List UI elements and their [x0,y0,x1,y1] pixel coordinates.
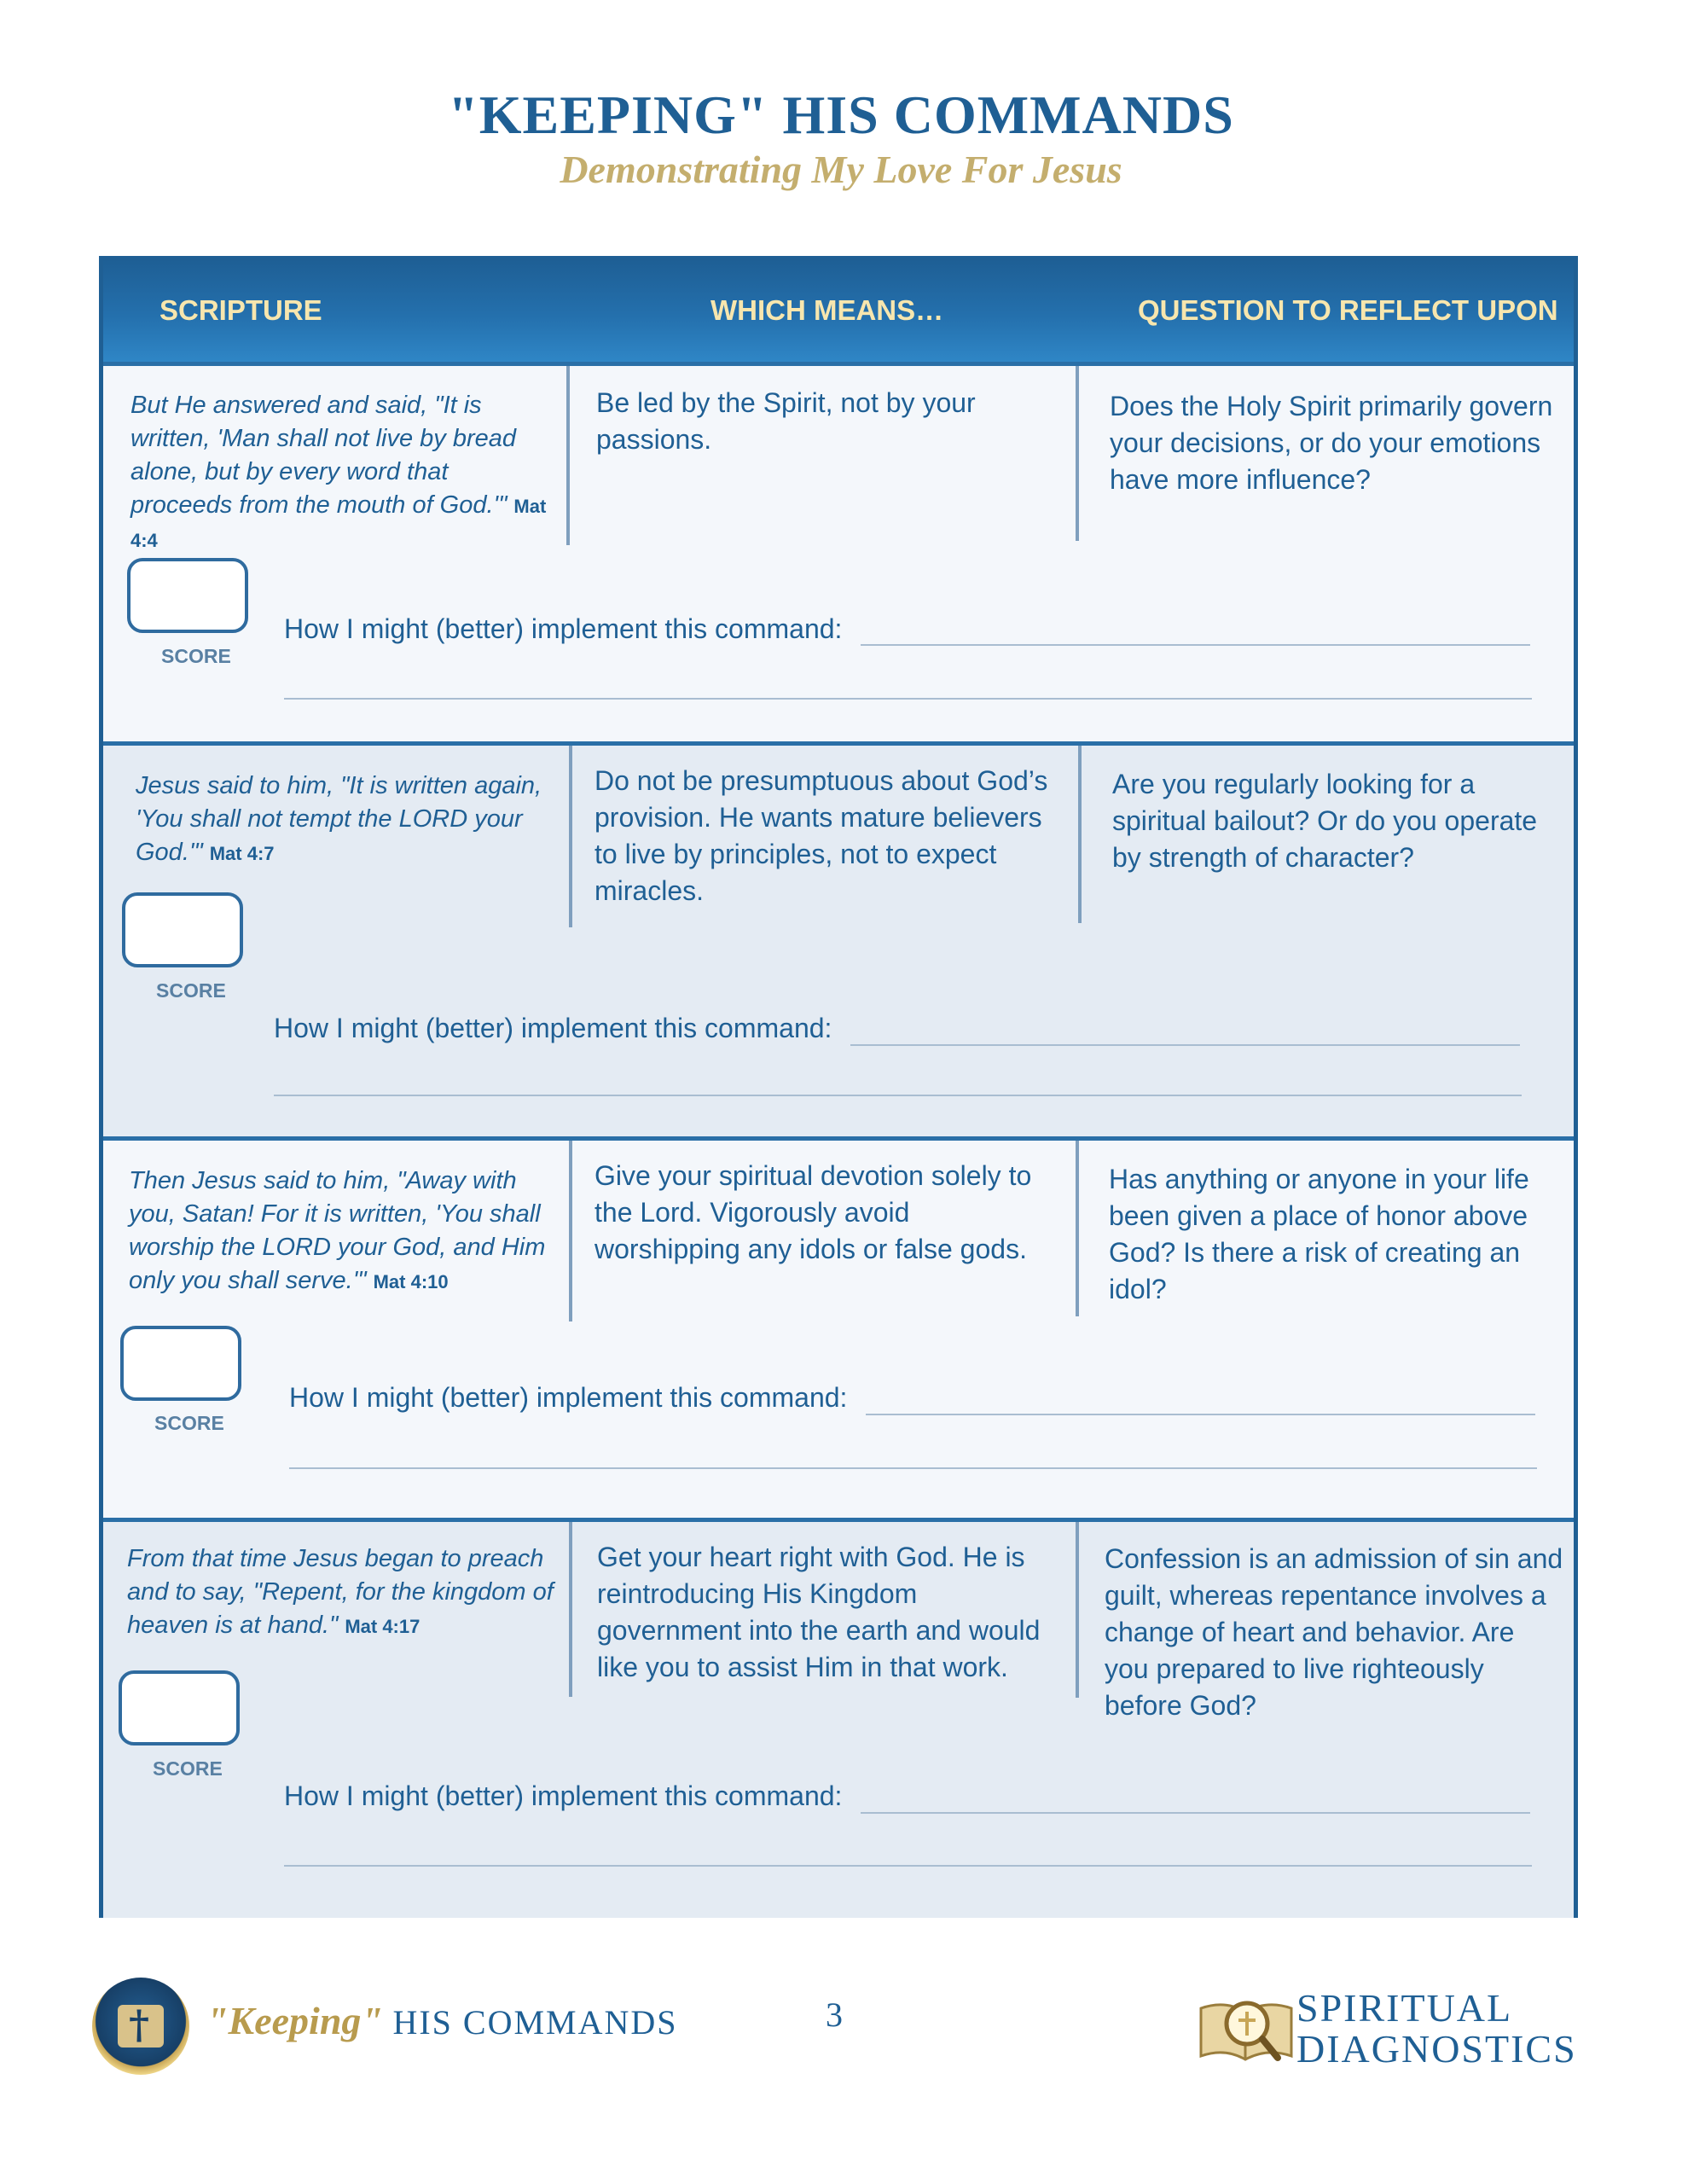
column-header-question: QUESTION TO REFLECT UPON [1138,294,1558,326]
score-label: SCORE [153,1757,223,1780]
scripture-reference: Mat 4:7 [209,843,275,864]
implement-label: How I might (better) implement this command: [274,1013,832,1043]
score-input-box[interactable] [119,1670,240,1745]
implement-label: How I might (better) implement this command: [284,1780,843,1811]
open-book-magnifier-icon [1196,1989,1296,2068]
column-divider [569,1522,572,1697]
footer-his-commands: HIS COMMANDS [392,2003,678,2042]
implement-label: How I might (better) implement this command: [284,613,843,644]
page-number: 3 [826,1995,843,2034]
score-input-box[interactable] [122,892,243,967]
means-text: Do not be presumptuous about God’s provision. He wants mature believers to live by principles, not to expect miracles. [594,765,1048,906]
means-text: Be led by the Spirit, not by your passions. [596,387,976,455]
implement-label: How I might (better) implement this command: [289,1382,848,1413]
implement-line[interactable] [861,1812,1530,1814]
column-divider [569,746,572,927]
scripture-reference: Mat 4:17 [345,1616,420,1637]
brand-line-2: DIAGNOSTICS [1296,2027,1577,2071]
footer-title [206,1998,678,2043]
implement-line[interactable] [866,1414,1535,1415]
score-label: SCORE [161,645,231,667]
implement-line[interactable] [274,1095,1522,1096]
table-row [103,746,1574,1141]
column-divider [566,366,570,545]
commands-table [99,256,1578,1918]
column-divider [1076,366,1079,541]
means-text: Get your heart right with God. He is reintroducing His Kingdom government into the earth and would like you to assist Him in that work. [597,1542,1041,1682]
scripture-text: But He answered and said, "It is written, 'Man shall not live by bread alone, but by every word that proceeds from the mouth of God.'" Mat 4:4 [130,392,547,551]
footer-keeping: "Keeping" [206,1999,383,2042]
score-label: SCORE [156,979,226,1002]
table-row [103,1141,1574,1522]
implement-line[interactable] [289,1467,1537,1469]
page-title: "KEEPING" HIS COMMANDS [448,84,1234,145]
score-input-box[interactable] [127,558,248,633]
column-divider [569,1141,572,1321]
question-text: Are you regularly looking for a spiritual bailout? Or do you operate by strength of character? [1112,769,1538,873]
column-header-which-means: WHICH MEANS… [710,294,944,326]
column-divider [1078,746,1082,923]
column-header-scripture: SCRIPTURE [160,294,322,326]
brand-line-1: SPIRITUAL [1296,1986,1513,2030]
implement-line[interactable] [284,1865,1532,1867]
column-divider [1076,1522,1079,1698]
spiritual-diagnostics-brand [1296,1988,1577,2070]
scripture-text: From that time Jesus began to preach and to say, "Repent, for the kingdom of heaven is at hand." Mat 4:17 [127,1545,554,1639]
cross-icon: † [129,2001,150,2048]
scripture-reference: Mat 4:4 [130,496,547,551]
implement-line[interactable] [850,1044,1520,1046]
table-row [103,366,1574,746]
scripture-reference: Mat 4:10 [373,1271,449,1292]
table-row [103,1522,1574,1918]
column-divider [1076,1141,1079,1316]
scripture-text: Then Jesus said to him, "Away with you, Satan! For it is written, 'You shall worship the LORD your God, and Him only you shall serve.'" Mat 4:10 [129,1167,546,1294]
page-subtitle: Demonstrating My Love For Jesus [560,148,1122,192]
implement-line[interactable] [284,698,1532,700]
score-label: SCORE [154,1412,224,1434]
question-text: Does the Holy Spirit primarily govern your decisions, or do your emotions have more influence? [1110,391,1553,495]
keeping-commands-logo-icon [92,1978,189,2075]
question-text: Confession is an admission of sin and guilt, whereas repentance involves a change of heart and behavior. Are you prepared to live righteously before God? [1105,1543,1563,1721]
implement-line[interactable] [861,644,1530,646]
score-input-box[interactable] [120,1326,241,1401]
means-text: Give your spiritual devotion solely to the Lord. Vigorously avoid worshipping any idols or false gods. [594,1160,1032,1264]
page-header [0,85,1682,192]
scripture-text: Jesus said to him, "It is written again, 'You shall not tempt the LORD your God.'" Mat 4:7 [136,772,542,866]
table-header [103,260,1574,366]
question-text: Has anything or anyone in your life been given a place of honor above God? Is there a risk of creating an idol? [1109,1164,1529,1304]
